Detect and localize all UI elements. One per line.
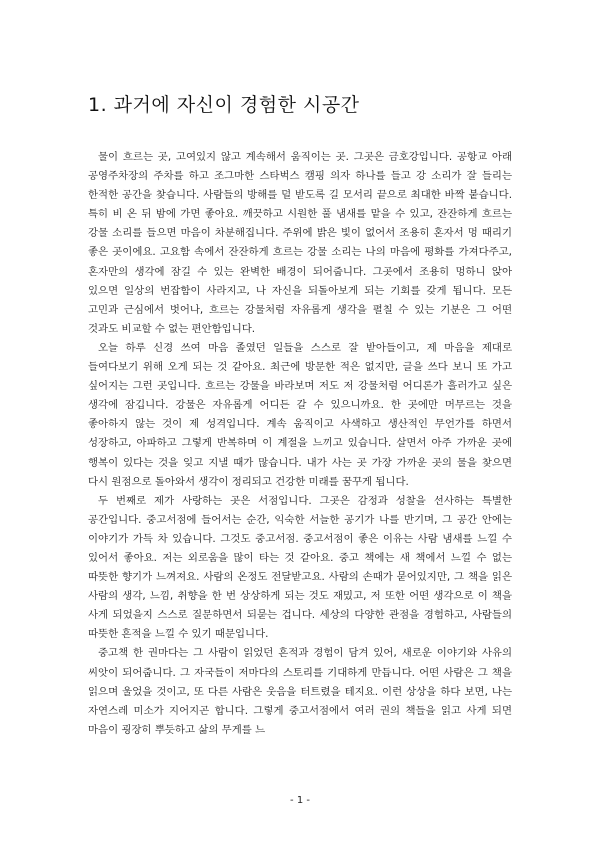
paragraph-geumho-river: 물이 흐르는 곳, 고여있지 않고 계속해서 움직이는 곳. 그곳은 금호강입니다. 공항교 아래 공영주차장의 주차를 하고 조그마한 스타벅스 캠핑 의자 하나를 들고 강 소리가 잘 들리는 한적한 공간을 찾습니다. 사람들의 방해를 덜 받도록 길 모서리 끝으로 최대한 바짝 붙습니다. 특히 비 온 뒤 밤에 가면 좋아요. 깨끗하고 시원한 풀 냄새를 맡을 수 있고, 잔잔하게 흐르는 강물 소리를 들으면 마음이 차분해집니다. 주위에 밝은 빛이 없어서 조용히 혼자서 멍 때리기 좋은 곳이에요. 고요함 속에서 잔잔하게 흐르는 강물 소리는 나의 마음에 평화를 가져다주고, 혼자만의 생각에 잠길 수 있는 완벽한 배경이 되어줍니다. 그곳에서 조용히 멍하니 앉아 있으면 일상의 번잡함이 사라지고, 나 자신을 되돌아보게 되는 기회를 갖게 됩니다. 모든 고민과 근심에서 벗어나, 흐르는 강물처럼 자유롭게 생각을 펼칠 수 있는 기분은 그 어떤 것과도 비교할 수 없는 편안함입니다. xyxy=(88,151,512,335)
page-number: - 1 - xyxy=(290,795,310,806)
paragraph-used-books-traces: 중고책 한 권마다는 그 사람이 읽었던 흔적과 경험이 담겨 있어, 새로운 이야기와 사유의 씨앗이 되어줍니다. 그 자국들이 저마다의 스토리를 기대하게 만듭니다. 어떤 사람은 그 책을 읽으며 울었을 것이고, 또 다른 사람은 웃음을 터트렸을 테지요. 이런 상상을 하다 보면, 나는 자연스레 미소가 지어지곤 합니다. 그렇게 중고서점에서 여러 권의 책들을 읽고 사게 되면 마음이 굉장히 뿌듯하고 삶의 무게를 느 xyxy=(88,647,512,736)
body-text xyxy=(88,148,512,740)
section-heading: 1. 과거에 자신이 경험한 시공간 xyxy=(88,94,360,116)
paragraph-used-bookstore: 두 번째로 제가 사랑하는 곳은 서점입니다. 그곳은 감정과 성찰을 선사하는 특별한 공간입니다. 중고서점에 들어서는 순간, 익숙한 서늘한 공기가 나를 반기며, 그 공간 안에는 이야기가 가득 차 있습니다. 그것도 중고서점. 중고서점이 좋은 이유는 사람 냄새를 느낄 수 있어서 좋아요. 저는 외로움을 많이 타는 것 같아요. 중고 책에는 새 책에서 느낄 수 없는 따뜻한 향기가 느껴져요. 사람의 온정도 전달받고요. 사람의 손때가 묻어있지만, 그 책을 읽은 사람의 생각, 느낌, 취향을 한 번 상상하게 되는 것도 재밌고, 저 또한 어떤 생각으로 이 책을 사게 되었을지 스스로 질문하면서 되묻는 겁니다. 세상의 다양한 관점을 경험하고, 사람들의 따뜻한 흔적을 느낄 수 있기 때문입니다. xyxy=(88,494,512,641)
paragraph-daily-reflection: 오늘 하루 신경 쓰여 마음 졸였던 일들을 스스로 잘 받아들이고, 제 마음을 제대로 들여다보기 위해 오게 되는 것 같아요. 최근에 방문한 적은 없지만, 글을 쓰다 보니 또 가고 싶어지는 그런 곳입니다. 흐르는 강물을 바라보며 저도 저 강물처럼 어디론가 흘러가고 싶은 생각에 잠깁니다. 강물은 자유롭게 어디든 갈 수 있으니까요. 한 곳에만 머무르는 것을 좋아하지 않는 것이 제 성격입니다. 계속 움직이고 사색하고 생산적인 무언가를 하면서 성장하고, 아파하고 그렇게 반복하며 이 계절을 느끼고 있습니다. 살면서 아주 가까운 곳에 행복이 있다는 것을 잊고 지낼 때가 많습니다. 내가 사는 곳 가장 가까운 곳의 물을 찾으면 다시 원점으로 돌아와서 생각이 정리되고 건강한 미래를 꿈꾸게 됩니다. xyxy=(88,341,512,488)
